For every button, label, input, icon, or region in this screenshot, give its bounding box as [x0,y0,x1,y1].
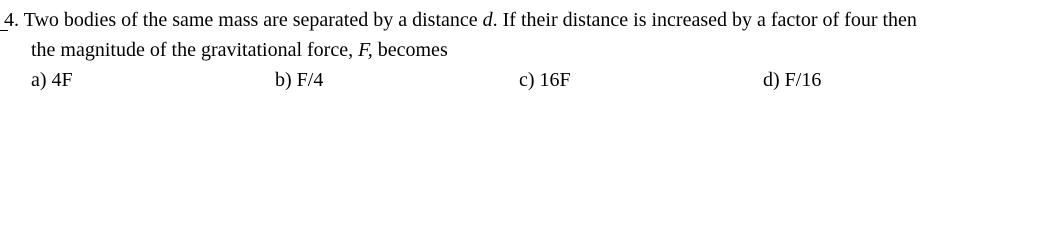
question-text-1b: . If their distance is increased by a factor of four then [492,9,917,31]
choice-text: F/16 [784,69,822,91]
question-text-2a: the magnitude of the gravitational force, [31,39,359,61]
choice-text: 4F [51,69,73,91]
choice-b[interactable] [275,68,323,92]
question-line-1 [4,8,917,32]
question-number: 4. [4,9,19,31]
question-line-2 [31,38,448,62]
variable-f: F, [358,39,373,61]
choice-text: 16F [539,69,571,91]
choice-letter: d) [763,69,780,91]
variable-d: d [482,9,493,31]
question-block [0,0,1047,95]
choice-letter: b) [275,69,292,91]
choice-text: F/4 [296,69,324,91]
question-text-2b: becomes [372,39,448,61]
choice-a[interactable] [31,68,73,92]
choice-letter: a) [31,69,47,91]
question-text-1a: Two bodies of the same mass are separated by a distance [19,9,483,31]
choice-letter: c) [519,69,535,91]
choice-d[interactable] [763,68,821,92]
choice-c[interactable] [519,68,571,92]
